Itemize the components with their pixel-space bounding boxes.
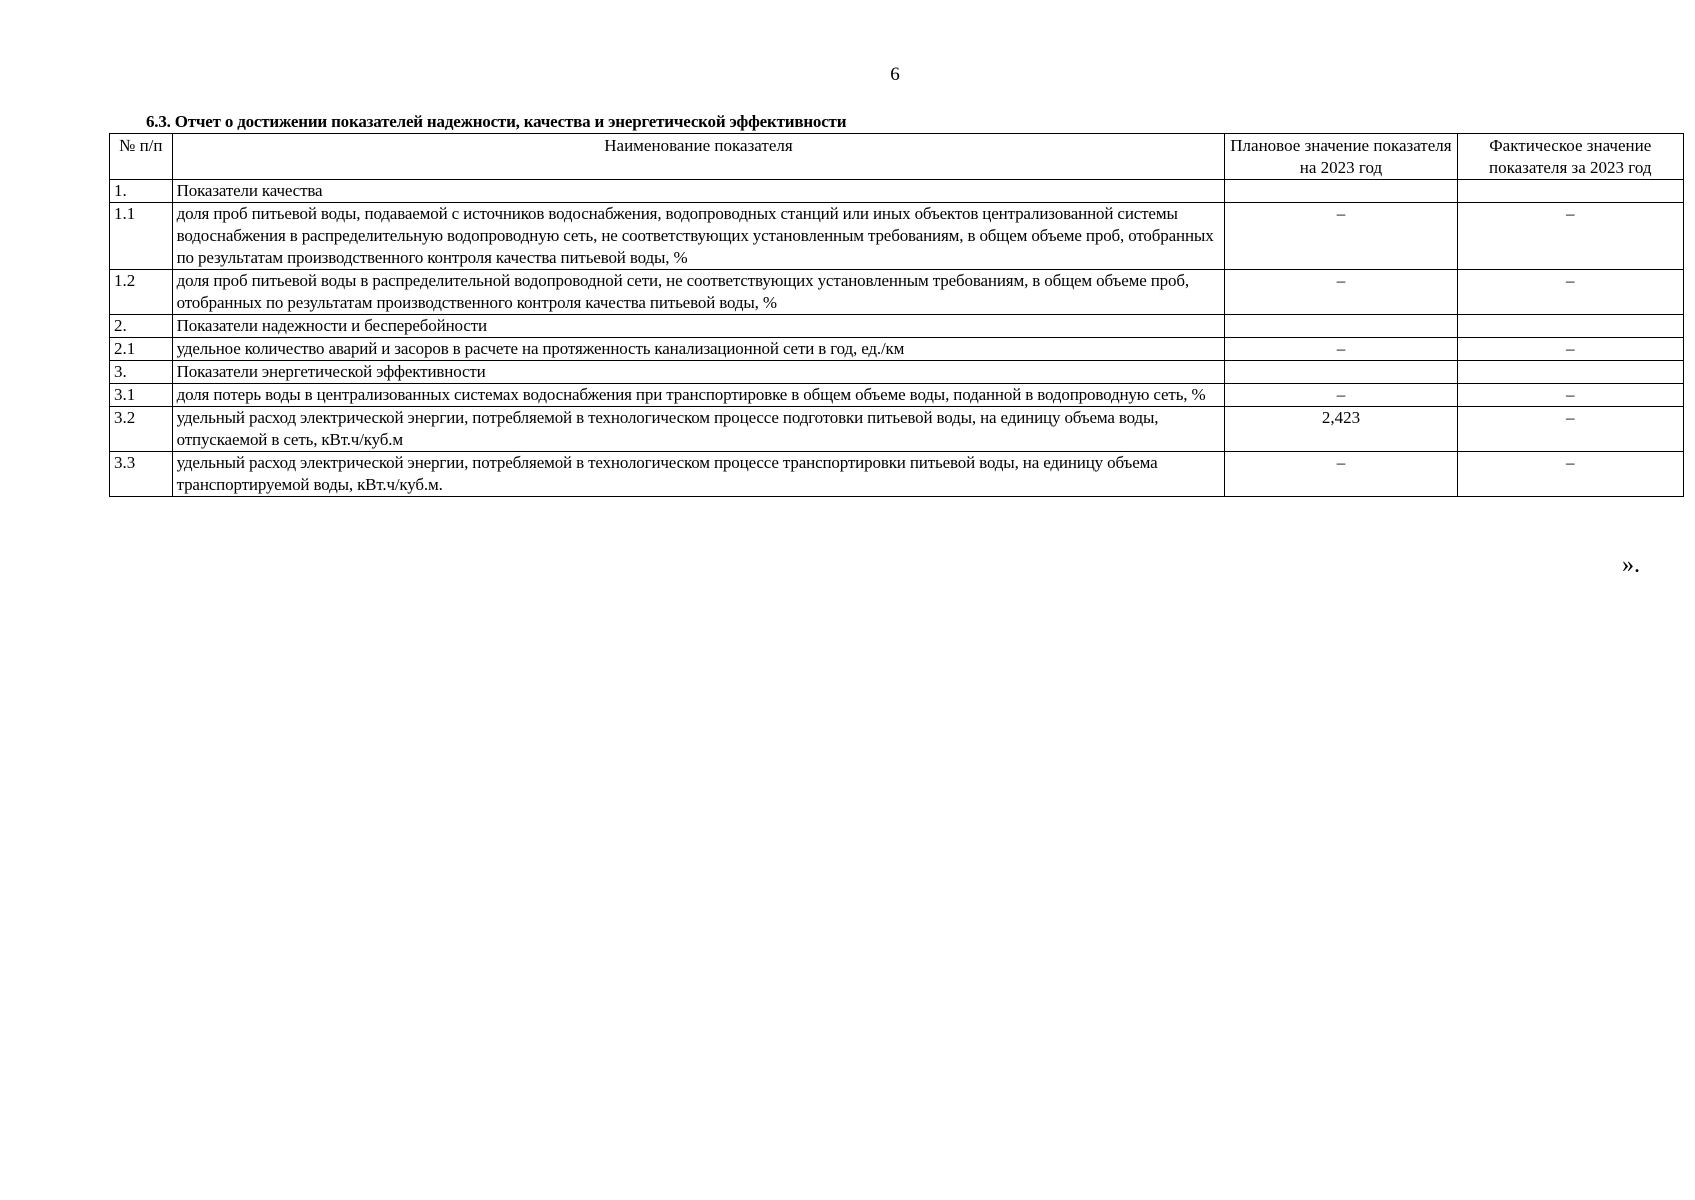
table-row	[110, 270, 1684, 315]
planned-value	[1225, 180, 1457, 203]
actual-value: –	[1457, 203, 1683, 270]
indicator-name: Показатели энергетической эффективности	[172, 361, 1225, 384]
actual-value: –	[1457, 384, 1683, 407]
planned-value: 2,423	[1225, 407, 1457, 452]
row-number: 1.2	[110, 270, 173, 315]
planned-value	[1225, 361, 1457, 384]
row-number: 3.	[110, 361, 173, 384]
indicator-name: доля проб питьевой воды, подаваемой с источников водоснабжения, водопроводных станций или иных объектов централизованной системы водоснабжения в распределительную водопроводную сеть, не соответствующих установленным требованиям, в общем объеме проб, отобранных по результатам производственного контроля качества питьевой воды, %	[172, 203, 1225, 270]
header-actual-value: Фактическое значение показателя за 2023 год	[1457, 134, 1683, 180]
planned-value	[1225, 315, 1457, 338]
header-indicator-name: Наименование показателя	[172, 134, 1225, 180]
row-number: 1.1	[110, 203, 173, 270]
planned-value: –	[1225, 452, 1457, 497]
table-row	[110, 452, 1684, 497]
header-planned-value: Плановое значение показателя на 2023 год	[1225, 134, 1457, 180]
table-row	[110, 361, 1684, 384]
planned-value: –	[1225, 203, 1457, 270]
indicators-table	[109, 133, 1684, 497]
header-number: № п/п	[110, 134, 173, 180]
closing-quote-mark: ».	[1622, 552, 1640, 578]
indicator-name: удельное количество аварий и засоров в расчете на протяженность канализационной сети в год, ед./км	[172, 338, 1225, 361]
table-row	[110, 407, 1684, 452]
table-row	[110, 180, 1684, 203]
page-number: 6	[890, 64, 900, 85]
row-number: 3.1	[110, 384, 173, 407]
table-row	[110, 338, 1684, 361]
section-title: 6.3. Отчет о достижении показателей надежности, качества и энергетической эффективности	[146, 112, 847, 131]
actual-value	[1457, 180, 1683, 203]
indicator-name: Показатели качества	[172, 180, 1225, 203]
table-row	[110, 315, 1684, 338]
indicator-name: доля проб питьевой воды в распределительной водопроводной сети, не соответствующих установленным требованиям, в общем объеме проб, отобранных по результатам производственного контроля качества питьевой воды, %	[172, 270, 1225, 315]
indicator-name: удельный расход электрической энергии, потребляемой в технологическом процессе транспортировки питьевой воды, на единицу объема транспортируемой воды, кВт.ч/куб.м.	[172, 452, 1225, 497]
row-number: 3.2	[110, 407, 173, 452]
planned-value: –	[1225, 338, 1457, 361]
indicator-name: Показатели надежности и бесперебойности	[172, 315, 1225, 338]
actual-value: –	[1457, 407, 1683, 452]
row-number: 1.	[110, 180, 173, 203]
table-header-row	[110, 134, 1684, 180]
row-number: 3.3	[110, 452, 173, 497]
planned-value: –	[1225, 384, 1457, 407]
table-row	[110, 203, 1684, 270]
actual-value: –	[1457, 338, 1683, 361]
actual-value: –	[1457, 270, 1683, 315]
actual-value	[1457, 361, 1683, 384]
row-number: 2.1	[110, 338, 173, 361]
table-row	[110, 384, 1684, 407]
actual-value	[1457, 315, 1683, 338]
row-number: 2.	[110, 315, 173, 338]
indicator-name: удельный расход электрической энергии, потребляемой в технологическом процессе подготовки питьевой воды, на единицу объема воды, отпускаемой в сеть, кВт.ч/куб.м	[172, 407, 1225, 452]
planned-value: –	[1225, 270, 1457, 315]
indicator-name: доля потерь воды в централизованных системах водоснабжения при транспортировке в общем объеме воды, поданной в водопроводную сеть, %	[172, 384, 1225, 407]
actual-value: –	[1457, 452, 1683, 497]
